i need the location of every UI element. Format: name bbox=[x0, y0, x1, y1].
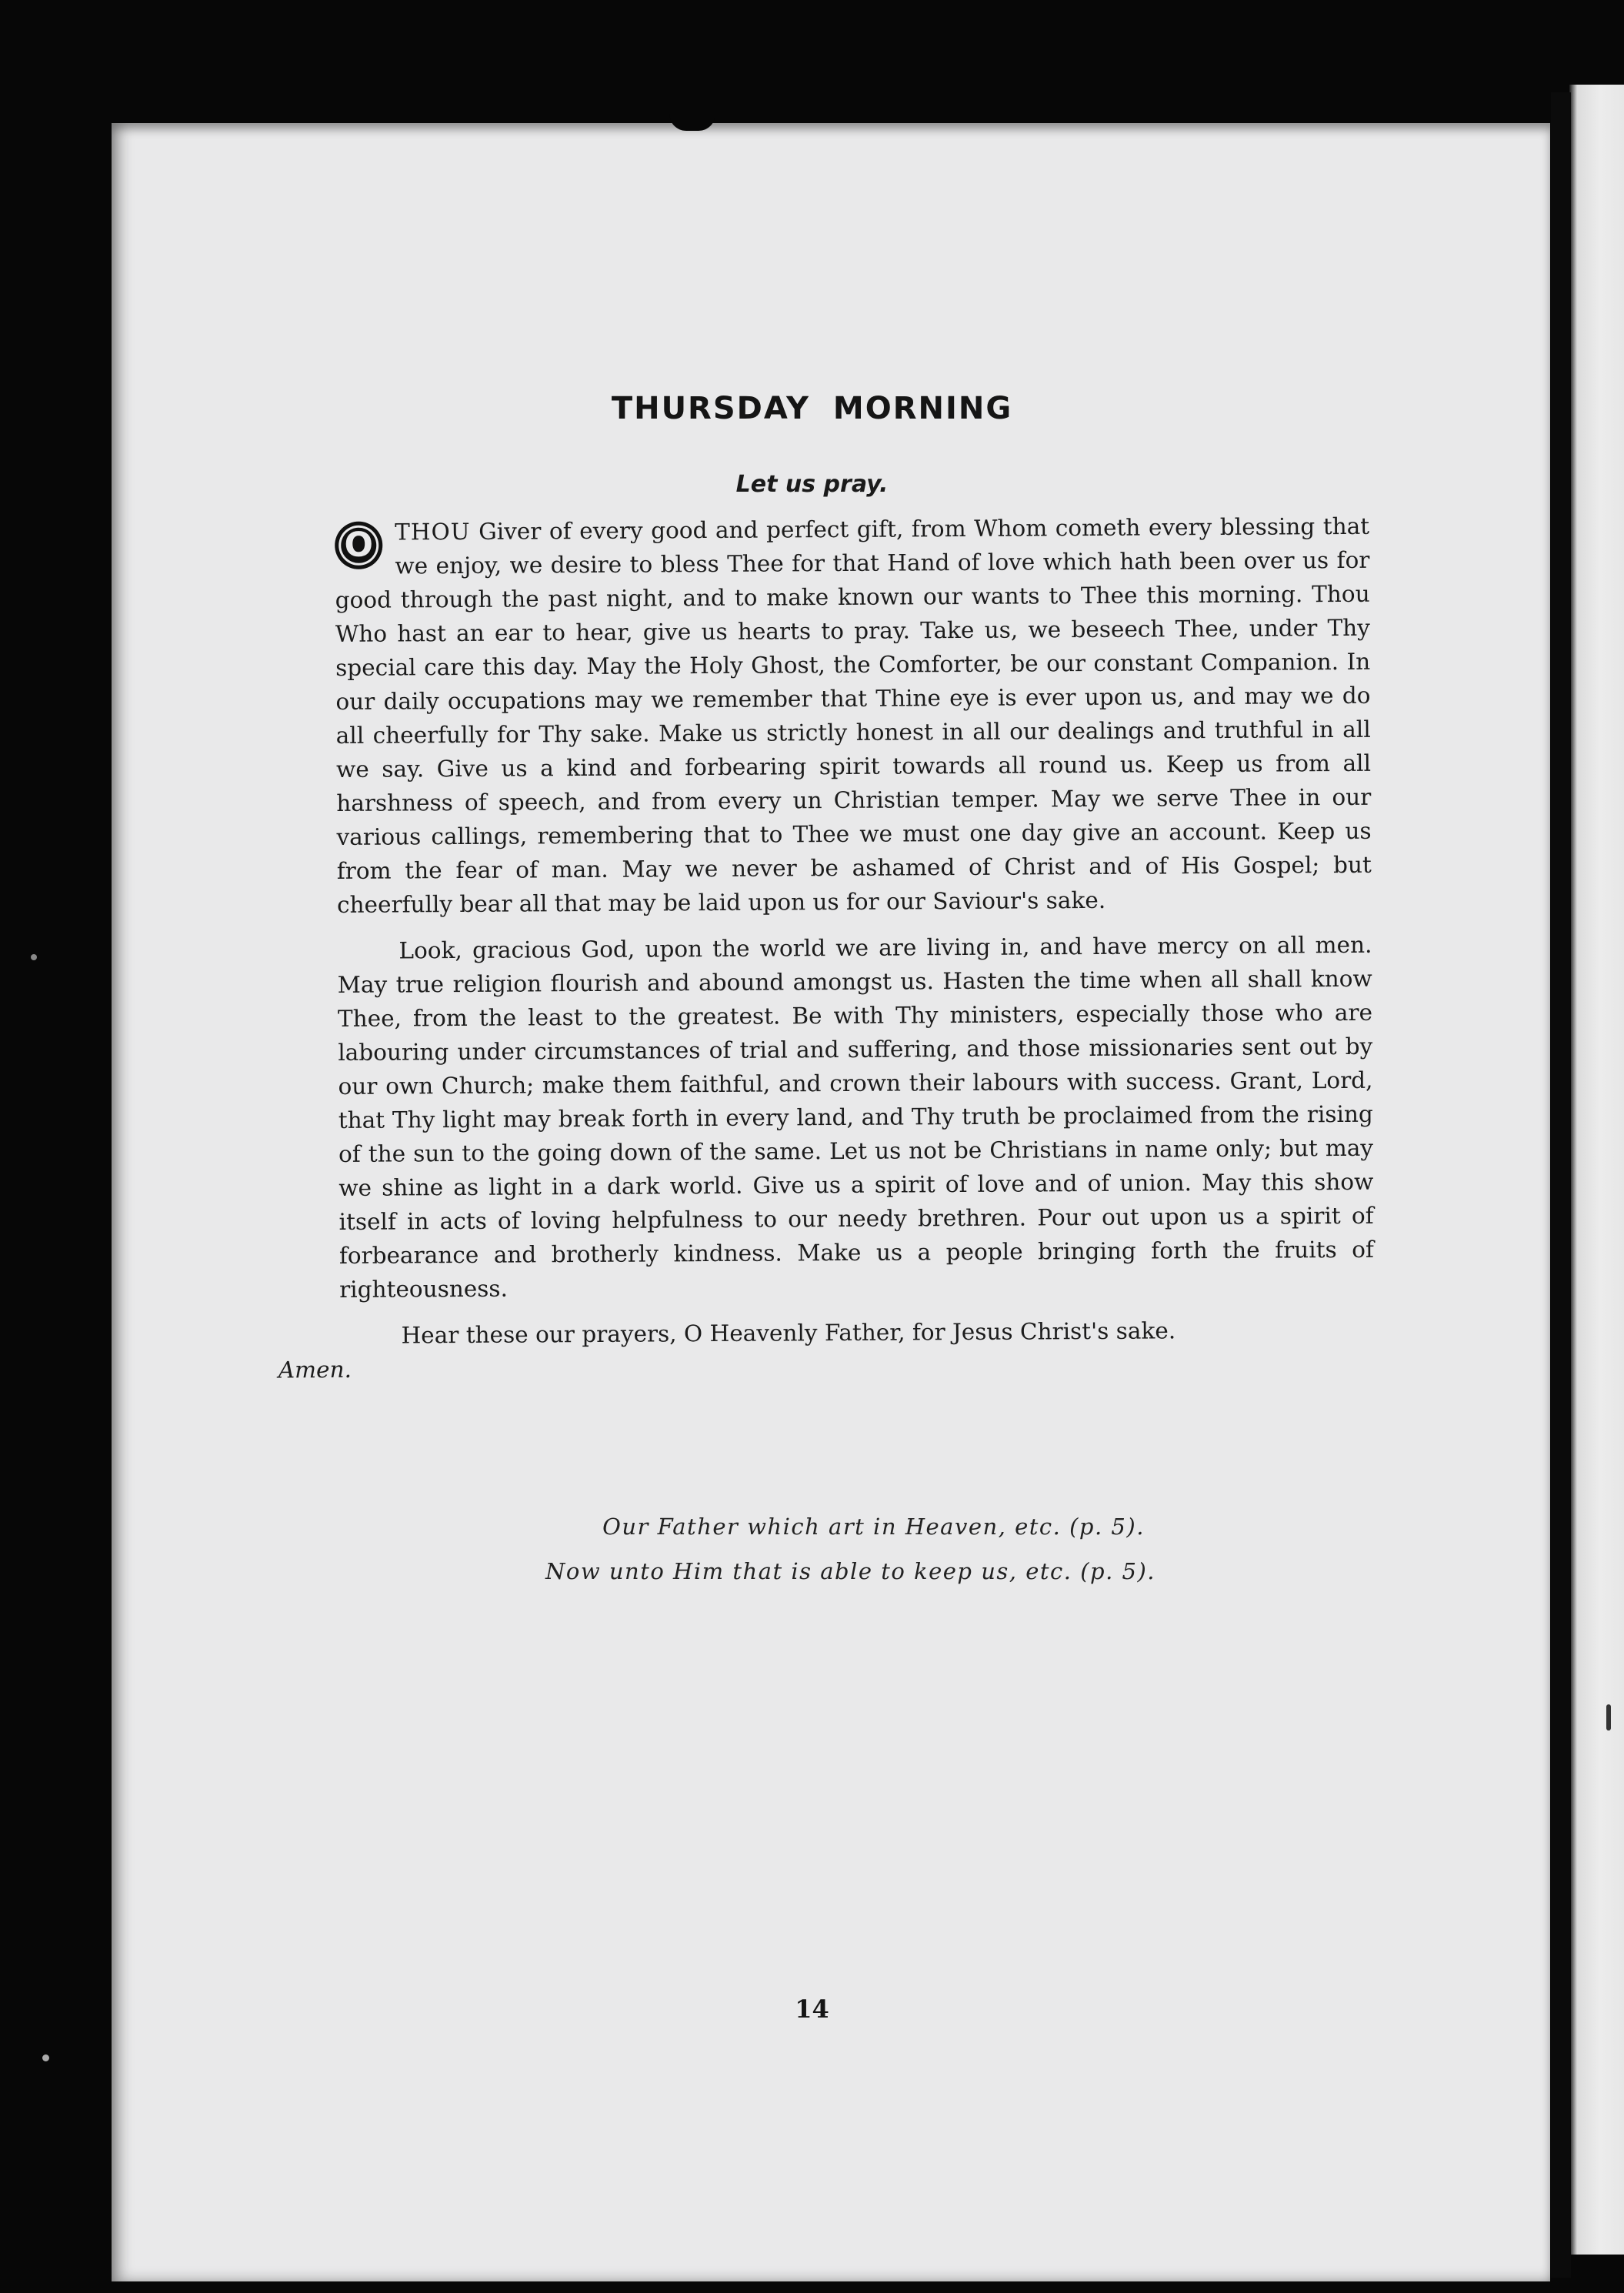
amen-text: Amen. bbox=[278, 1356, 352, 1383]
dust-speck bbox=[1606, 1704, 1611, 1731]
page-number: 14 bbox=[795, 1994, 829, 2024]
page-subtitle: Let us pray. bbox=[735, 471, 889, 498]
paragraph-2 bbox=[337, 928, 1374, 1307]
paragraph-1-lead-in: THOU bbox=[395, 518, 471, 546]
dust-speck bbox=[31, 954, 37, 960]
page-title: THURSDAY MORNING bbox=[611, 391, 1013, 426]
paragraph-1-text: Giver of every good and perfect gift, from Whom cometh every blessing that we enjoy, we desire to bless Thee for that Hand of love which hath been over us for good through the past night, and to make known our wants to Thee this morning. Thou Who hast an ear to hear, give us hearts to pray. Take us, we beseech Thee, under Thy special care this day. May the Holy Ghost, the Comforter, be our constant Companion. In our daily occupations may we remember that Thine eye is ever upon us, and may we do all cheerfully for Thy sake. Make us strictly honest in all our dealings and truthful in all we say. Give us a kind and forbearing spirit towards all round us. Keep us from all harshness of speech, and from every un Christian temper. May we serve Thee in our various callings, remembering that to Thee we must one day give an account. Keep us from the fear of man. May we never be ashamed of Christ and of His Gospel; but cheerfully bear all that may be laid upon us for our Saviour's sake. bbox=[335, 512, 1372, 918]
paragraph-2-text: Look, gracious God, upon the world we are living in, and have mercy on all men. May true religion flourish and abound amongst us. Hasten the time when all shall know Thee, from the least to the greatest. Be with Thy ministers, especially those who are labouring under circumstances of trial and suffering, and those missionaries sent out by our own Church; make them faithful, and crown their labours with success. Grant, Lord, that Thy light may break forth in every land, and Thy truth be proclaimed from the rising of the sun to the going down of the same. Let us not be Christians in name only; but may we shine as light in a dark world. Give us a spirit of love and of union. May this show itself in acts of loving helpfulness to our needy brethren. Pour out upon us a spirit of forbearance and brotherly kindness. Make us a people bringing forth the fruits of righteousness. bbox=[337, 931, 1374, 1303]
dust-speck bbox=[42, 2054, 49, 2061]
prayer-body bbox=[278, 509, 1375, 1387]
closing-line-doxology: Now unto Him that is able to keep us, etc. (p. 5). bbox=[545, 1558, 1156, 1584]
drop-cap-letter: O bbox=[335, 522, 382, 569]
paragraph-3-text: Hear these our prayers, O Heavenly Father, for Jesus Christ's sake. bbox=[401, 1317, 1176, 1349]
paragraph-1 bbox=[335, 509, 1372, 922]
closing-line-lords-prayer: Our Father which art in Heaven, etc. (p. 5). bbox=[602, 1514, 1145, 1540]
paragraph-3 bbox=[278, 1313, 1375, 1387]
